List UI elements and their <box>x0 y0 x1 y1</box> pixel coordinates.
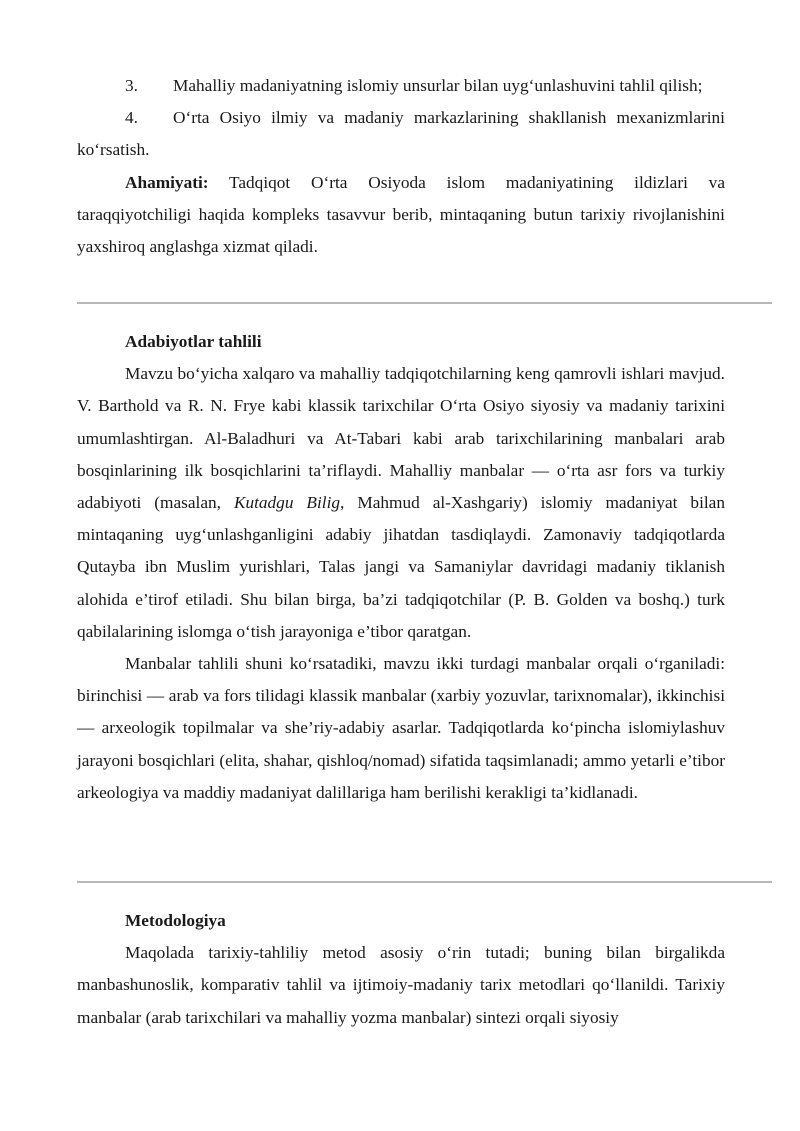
significance-paragraph <box>77 167 725 264</box>
literature-text: , Mahmud al-Xashgariy) islomiy madaniyat bilan mintaqaning uyg‘unlashganligini adabiy jihatdan tasdiqlaydi. Zamonaviy tadqiqotlarda Qutayba ibn Muslim yurishlari, Talas jangi va Samaniylar davridagi madaniy tiklanish alohida e’tirof etiladi. Shu bilan birga, ba’zi tadqiqotchilar (P. B. Golden va boshq.) turk qabilalarining islomga o‘tish jarayoniga e’tibor qaratgan. <box>77 493 725 641</box>
literature-heading: Adabiyotlar tahlili <box>125 332 262 351</box>
objectives-block <box>77 70 725 263</box>
objective-text: Mahalliy madaniyatning islomiy unsurlar bilan uyg‘unlashuvini tahlil qilish; <box>173 76 703 95</box>
significance-text: Tadqiqot O‘rta Osiyoda islom madaniyatining ildizlari va taraqqiyotchiligi haqida kompleks tasavvur berib, mintaqaning butun tarixiy rivojlanishini yaxshiroq anglashga xizmat qiladi. <box>77 172 725 257</box>
literature-paragraph-2: Manbalar tahlili shuni ko‘rsatadiki, mavzu ikki turdagi manbalar orqali o‘rganiladi: birinchisi — arab va fors tilidagi klassik manbalar (xarbiy yozuvlar, tarixnomalar), ikkinchisi — arxeologik topilmalar va she’riy-adabiy asarlar. Tadqiqotlarda ko‘pincha islomiylashuv jarayoni bosqichlari (elita, shahar, qishloq/nomad) sifatida taqsimlanadi; ammo yetarli e’tibor arkeologiya va maddiy madaniyat dalillariga ham berilishi kerakligi ta’kidlanadi. <box>77 654 725 802</box>
methodology-paragraph-1: Maqolada tarixiy-tahliliy metod asosiy o‘rin tutadi; buning bilan birgalikda manbashunoslik, komparativ tahlil va ijtimoiy-madaniy tarix metodlari qo‘llanildi. Tarixiy manbalar (arab tarixchilari va mahalliy yozma manbalar) sintezi orqali siyosiy <box>77 943 725 1027</box>
objective-text: O‘rta Osiyo ilmiy va madaniy markazlarining shakllanish mexanizmlarini ko‘rsatish. <box>77 108 725 160</box>
objective-number: 3. <box>125 76 138 95</box>
section-divider <box>77 881 772 883</box>
objective-item-3 <box>77 70 725 102</box>
literature-book-title: Kutadgu Bilig <box>233 493 341 513</box>
literature-section <box>77 326 725 809</box>
objective-item-4 <box>77 102 725 166</box>
objective-number: 4. <box>125 108 138 128</box>
section-divider <box>77 302 772 304</box>
significance-label: Ahamiyati: <box>125 172 209 192</box>
methodology-section <box>77 905 725 1034</box>
methodology-heading: Metodologiya <box>125 911 226 930</box>
literature-paragraph-1 <box>77 358 725 648</box>
literature-text: Mavzu bo‘yicha xalqaro va mahalliy tadqiqotchilarning keng qamrovli ishlari mavjud. V. Barthold va R. N. Frye kabi klassik tarixchilar O‘rta Osiyo siyosiy va madaniy tarixini umumlashtirgan. Al-Baladhuri va At-Tabari kabi arab tarixchilarining manbalari arab bosqinlarining ilk bosqichlarini ta’riflaydi. Mahalliy manbalar — o‘rta asr fors va turkiy adabiyoti (masalan, <box>77 364 725 513</box>
